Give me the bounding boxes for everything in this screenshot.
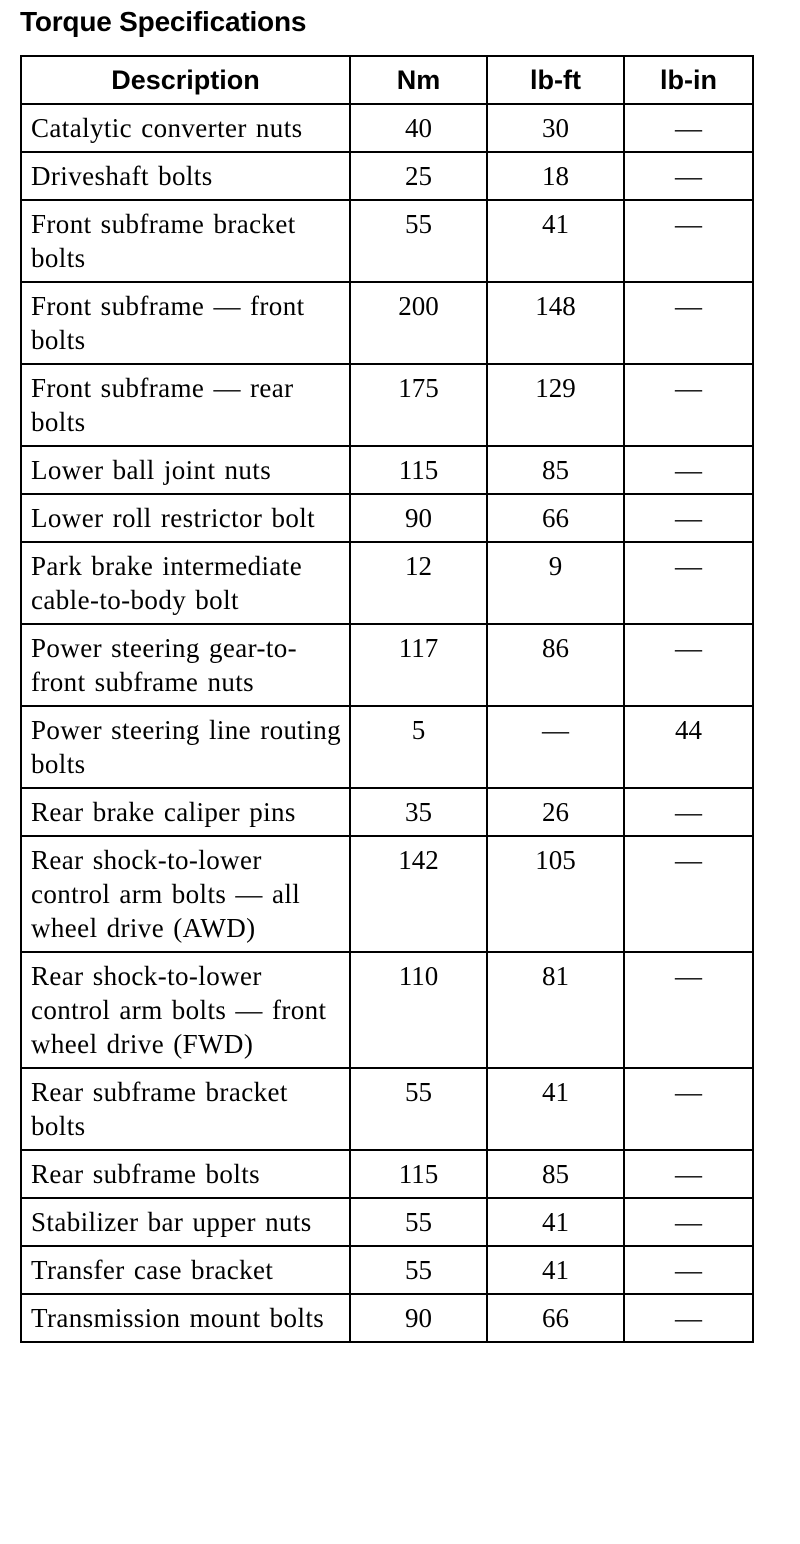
lb-ft-cell: 9	[487, 542, 624, 624]
nm-cell: 142	[350, 836, 487, 952]
table-row	[21, 104, 753, 152]
lb-ft-cell: 148	[487, 282, 624, 364]
lb-in-cell: —	[624, 836, 753, 952]
column-header-description: Description	[21, 56, 350, 104]
description-cell: Stabilizer bar upper nuts	[21, 1198, 350, 1246]
lb-ft-cell: 41	[487, 1068, 624, 1150]
nm-cell: 35	[350, 788, 487, 836]
lb-in-cell: —	[624, 1198, 753, 1246]
lb-ft-cell: 129	[487, 364, 624, 446]
lb-ft-cell: 85	[487, 446, 624, 494]
lb-ft-cell: 26	[487, 788, 624, 836]
table-row	[21, 952, 753, 1068]
lb-ft-cell: 66	[487, 494, 624, 542]
table-row	[21, 1150, 753, 1198]
table-row	[21, 542, 753, 624]
lb-in-cell: —	[624, 1068, 753, 1150]
column-header-nm: Nm	[350, 56, 487, 104]
description-cell: Rear shock-to-lower control arm bolts — all wheel drive (AWD)	[21, 836, 350, 952]
lb-ft-cell: 41	[487, 200, 624, 282]
lb-ft-cell: 41	[487, 1198, 624, 1246]
table-row	[21, 1198, 753, 1246]
nm-cell: 117	[350, 624, 487, 706]
nm-cell: 90	[350, 1294, 487, 1342]
lb-ft-cell: 105	[487, 836, 624, 952]
table-row	[21, 624, 753, 706]
description-cell: Power steering line routing bolts	[21, 706, 350, 788]
table-row	[21, 282, 753, 364]
description-cell: Power steering gear-to-front subframe nuts	[21, 624, 350, 706]
nm-cell: 55	[350, 1068, 487, 1150]
lb-in-cell: —	[624, 1246, 753, 1294]
lb-in-cell: —	[624, 624, 753, 706]
description-cell: Lower ball joint nuts	[21, 446, 350, 494]
description-cell: Rear subframe bracket bolts	[21, 1068, 350, 1150]
nm-cell: 115	[350, 446, 487, 494]
description-cell: Lower roll restrictor bolt	[21, 494, 350, 542]
lb-in-cell: —	[624, 200, 753, 282]
table-row	[21, 706, 753, 788]
nm-cell: 12	[350, 542, 487, 624]
table-row	[21, 836, 753, 952]
description-cell: Park brake intermediate cable-to-body bolt	[21, 542, 350, 624]
lb-in-cell: —	[624, 788, 753, 836]
lb-in-cell: —	[624, 1294, 753, 1342]
lb-in-cell: —	[624, 952, 753, 1068]
lb-in-cell: —	[624, 1150, 753, 1198]
lb-in-cell: —	[624, 364, 753, 446]
nm-cell: 55	[350, 200, 487, 282]
table-row	[21, 152, 753, 200]
page-title: Torque Specifications	[20, 6, 307, 37]
lb-ft-cell: 85	[487, 1150, 624, 1198]
nm-cell: 115	[350, 1150, 487, 1198]
lb-in-cell: —	[624, 494, 753, 542]
table-row	[21, 446, 753, 494]
description-cell: Catalytic converter nuts	[21, 104, 350, 152]
description-cell: Rear brake caliper pins	[21, 788, 350, 836]
nm-cell: 5	[350, 706, 487, 788]
nm-cell: 90	[350, 494, 487, 542]
description-cell: Rear shock-to-lower control arm bolts — front wheel drive (FWD)	[21, 952, 350, 1068]
lb-in-cell: —	[624, 104, 753, 152]
description-cell: Rear subframe bolts	[21, 1150, 350, 1198]
torque-spec-table	[20, 55, 754, 1343]
lb-ft-cell: 30	[487, 104, 624, 152]
nm-cell: 40	[350, 104, 487, 152]
lb-ft-cell: —	[487, 706, 624, 788]
table-row	[21, 364, 753, 446]
description-cell: Transmission mount bolts	[21, 1294, 350, 1342]
lb-in-cell: —	[624, 282, 753, 364]
table-row	[21, 1246, 753, 1294]
lb-ft-cell: 81	[487, 952, 624, 1068]
nm-cell: 200	[350, 282, 487, 364]
table-row	[21, 788, 753, 836]
lb-ft-cell: 41	[487, 1246, 624, 1294]
lb-ft-cell: 18	[487, 152, 624, 200]
description-cell: Front subframe bracket bolts	[21, 200, 350, 282]
lb-in-cell: —	[624, 542, 753, 624]
column-header-lb-in: lb-in	[624, 56, 753, 104]
lb-ft-cell: 66	[487, 1294, 624, 1342]
lb-in-cell: 44	[624, 706, 753, 788]
header-row	[21, 56, 753, 104]
table-row	[21, 200, 753, 282]
table-row	[21, 1068, 753, 1150]
description-cell: Transfer case bracket	[21, 1246, 350, 1294]
column-header-lb-ft: lb-ft	[487, 56, 624, 104]
table-row	[21, 1294, 753, 1342]
nm-cell: 25	[350, 152, 487, 200]
nm-cell: 55	[350, 1246, 487, 1294]
nm-cell: 110	[350, 952, 487, 1068]
lb-ft-cell: 86	[487, 624, 624, 706]
description-cell: Front subframe — front bolts	[21, 282, 350, 364]
table-row	[21, 494, 753, 542]
nm-cell: 55	[350, 1198, 487, 1246]
lb-in-cell: —	[624, 446, 753, 494]
lb-in-cell: —	[624, 152, 753, 200]
description-cell: Front subframe — rear bolts	[21, 364, 350, 446]
nm-cell: 175	[350, 364, 487, 446]
description-cell: Driveshaft bolts	[21, 152, 350, 200]
